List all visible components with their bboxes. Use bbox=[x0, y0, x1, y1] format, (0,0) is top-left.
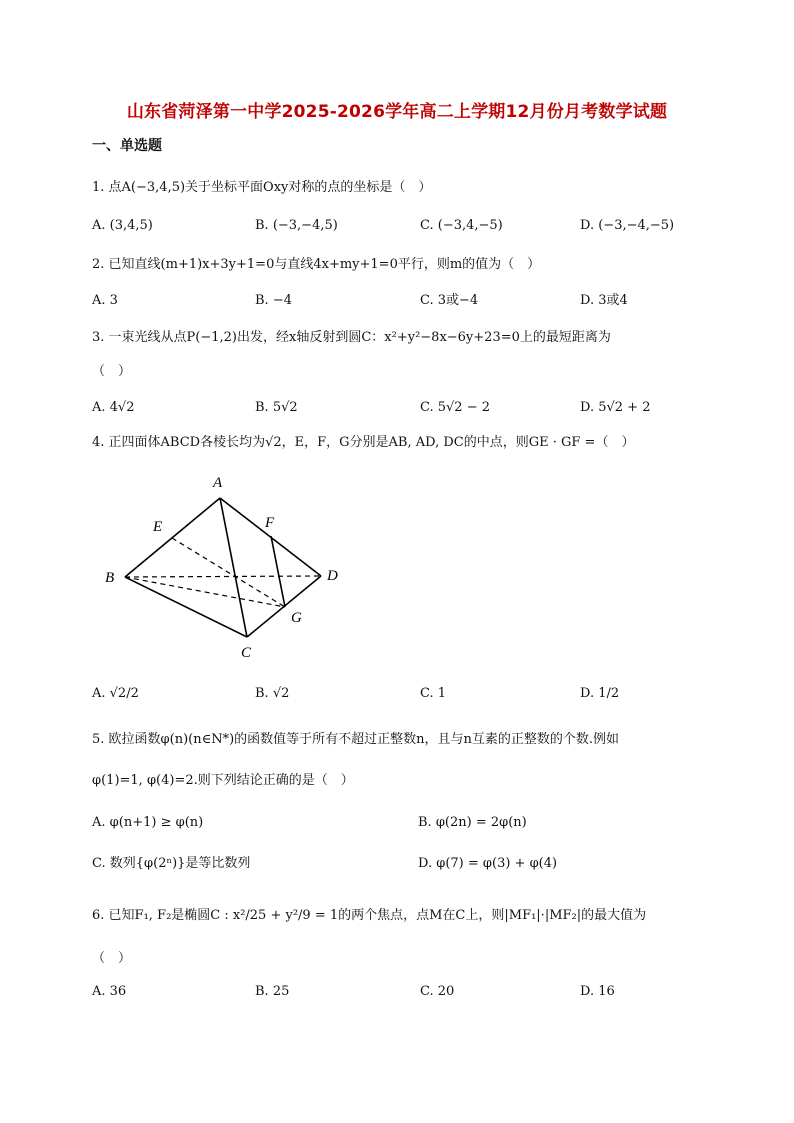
option-c: C. 3或−4 bbox=[420, 293, 479, 308]
question-number: 6. bbox=[92, 908, 105, 923]
label-c: C bbox=[241, 645, 252, 661]
question-stem: 一束光线从点P(−1,2)出发，经x轴反射到圆C：x²+y²−8x−6y+23=0上的最短距离为 bbox=[108, 330, 611, 345]
segment-eg-hidden bbox=[172, 538, 285, 607]
label-b: B bbox=[105, 570, 115, 586]
question-5-cont: φ(1)=1, φ(4)=2.则下列结论正确的是（ ） bbox=[92, 773, 354, 788]
option-d: D. 1/2 bbox=[580, 686, 620, 701]
option-b: B. −4 bbox=[255, 293, 292, 308]
question-stem: 已知F₁, F₂是椭圆C : x²/25 + y²/9 = 1的两个焦点，点M在C上，则|MF₁|·|MF₂|的最大值为 bbox=[108, 908, 647, 923]
question-4 bbox=[92, 434, 634, 452]
section-heading: 一、单选题 bbox=[92, 138, 162, 154]
question-3-bracket: （ ） bbox=[92, 364, 132, 379]
option-b: B. 25 bbox=[255, 984, 290, 999]
edge-bd-hidden bbox=[125, 576, 321, 577]
option-a: A. √2/2 bbox=[92, 686, 139, 701]
question-stem: 已知直线(m+1)x+3y+1=0与直线4x+my+1=0平行，则m的值为（ ） bbox=[108, 257, 541, 272]
question-number: 2. bbox=[92, 257, 105, 272]
option-d: D. 5√2 + 2 bbox=[580, 400, 651, 415]
option-d: D. (−3,−4,−5) bbox=[580, 218, 675, 233]
option-a: A. 4√2 bbox=[92, 400, 135, 415]
option-a: A. 3 bbox=[92, 293, 118, 308]
edge-bc bbox=[125, 577, 247, 637]
label-d: D bbox=[327, 568, 338, 584]
question-6 bbox=[92, 907, 646, 925]
option-b: B. 5√2 bbox=[255, 400, 298, 415]
tetrahedron-diagram bbox=[95, 470, 355, 665]
option-c: C. (−3,4,−5) bbox=[420, 218, 503, 233]
question-1 bbox=[92, 179, 431, 197]
question-2 bbox=[92, 256, 540, 274]
option-c: C. 数列{φ(2ⁿ)}是等比数列 bbox=[92, 856, 251, 871]
label-f: F bbox=[265, 515, 275, 531]
option-b: B. √2 bbox=[255, 686, 290, 701]
question-5 bbox=[92, 731, 619, 749]
tetrahedron-figure bbox=[95, 470, 355, 665]
question-number: 4. bbox=[92, 435, 105, 450]
question-stem: 点A(−3,4,5)关于坐标平面Oxy对称的点的坐标是（ ） bbox=[108, 180, 432, 195]
option-d: D. 16 bbox=[580, 984, 615, 999]
page-title: 山东省菏泽第一中学2025-2026学年高二上学期12月份月考数学试题 bbox=[126, 102, 668, 122]
edge-ac bbox=[220, 498, 247, 637]
question-stem: 正四面体ABCD各棱长均为√2，E，F，G分别是AB, AD, DC的中点，则GE · GF =（ ） bbox=[108, 435, 635, 450]
option-d: D. 3或4 bbox=[580, 293, 628, 308]
edge-cd bbox=[247, 576, 321, 637]
option-c: C. 1 bbox=[420, 686, 447, 701]
label-e: E bbox=[153, 519, 163, 535]
option-a: A. φ(n+1) ≥ φ(n) bbox=[92, 815, 204, 830]
option-a: A. (3,4,5) bbox=[92, 218, 153, 233]
option-b: B. φ(2n) = 2φ(n) bbox=[418, 815, 527, 830]
option-c: C. 5√2 − 2 bbox=[420, 400, 491, 415]
label-a: A bbox=[213, 475, 223, 491]
question-6-bracket: （ ） bbox=[92, 951, 132, 966]
question-number: 1. bbox=[92, 180, 105, 195]
option-d: D. φ(7) = φ(3) + φ(4) bbox=[418, 856, 558, 871]
option-a: A. 36 bbox=[92, 984, 127, 999]
question-number: 5. bbox=[92, 732, 105, 747]
label-g: G bbox=[291, 610, 302, 626]
question-3 bbox=[92, 329, 611, 347]
option-c: C. 20 bbox=[420, 984, 455, 999]
edge-ab bbox=[125, 498, 220, 577]
option-b: B. (−3,−4,5) bbox=[255, 218, 338, 233]
question-number: 3. bbox=[92, 330, 105, 345]
question-stem: 欧拉函数φ(n)(n∈N*)的函数值等于所有不超过正整数n，且与n互素的正整数的个数.例如 bbox=[108, 732, 620, 747]
segment-bg-hidden bbox=[125, 577, 285, 607]
